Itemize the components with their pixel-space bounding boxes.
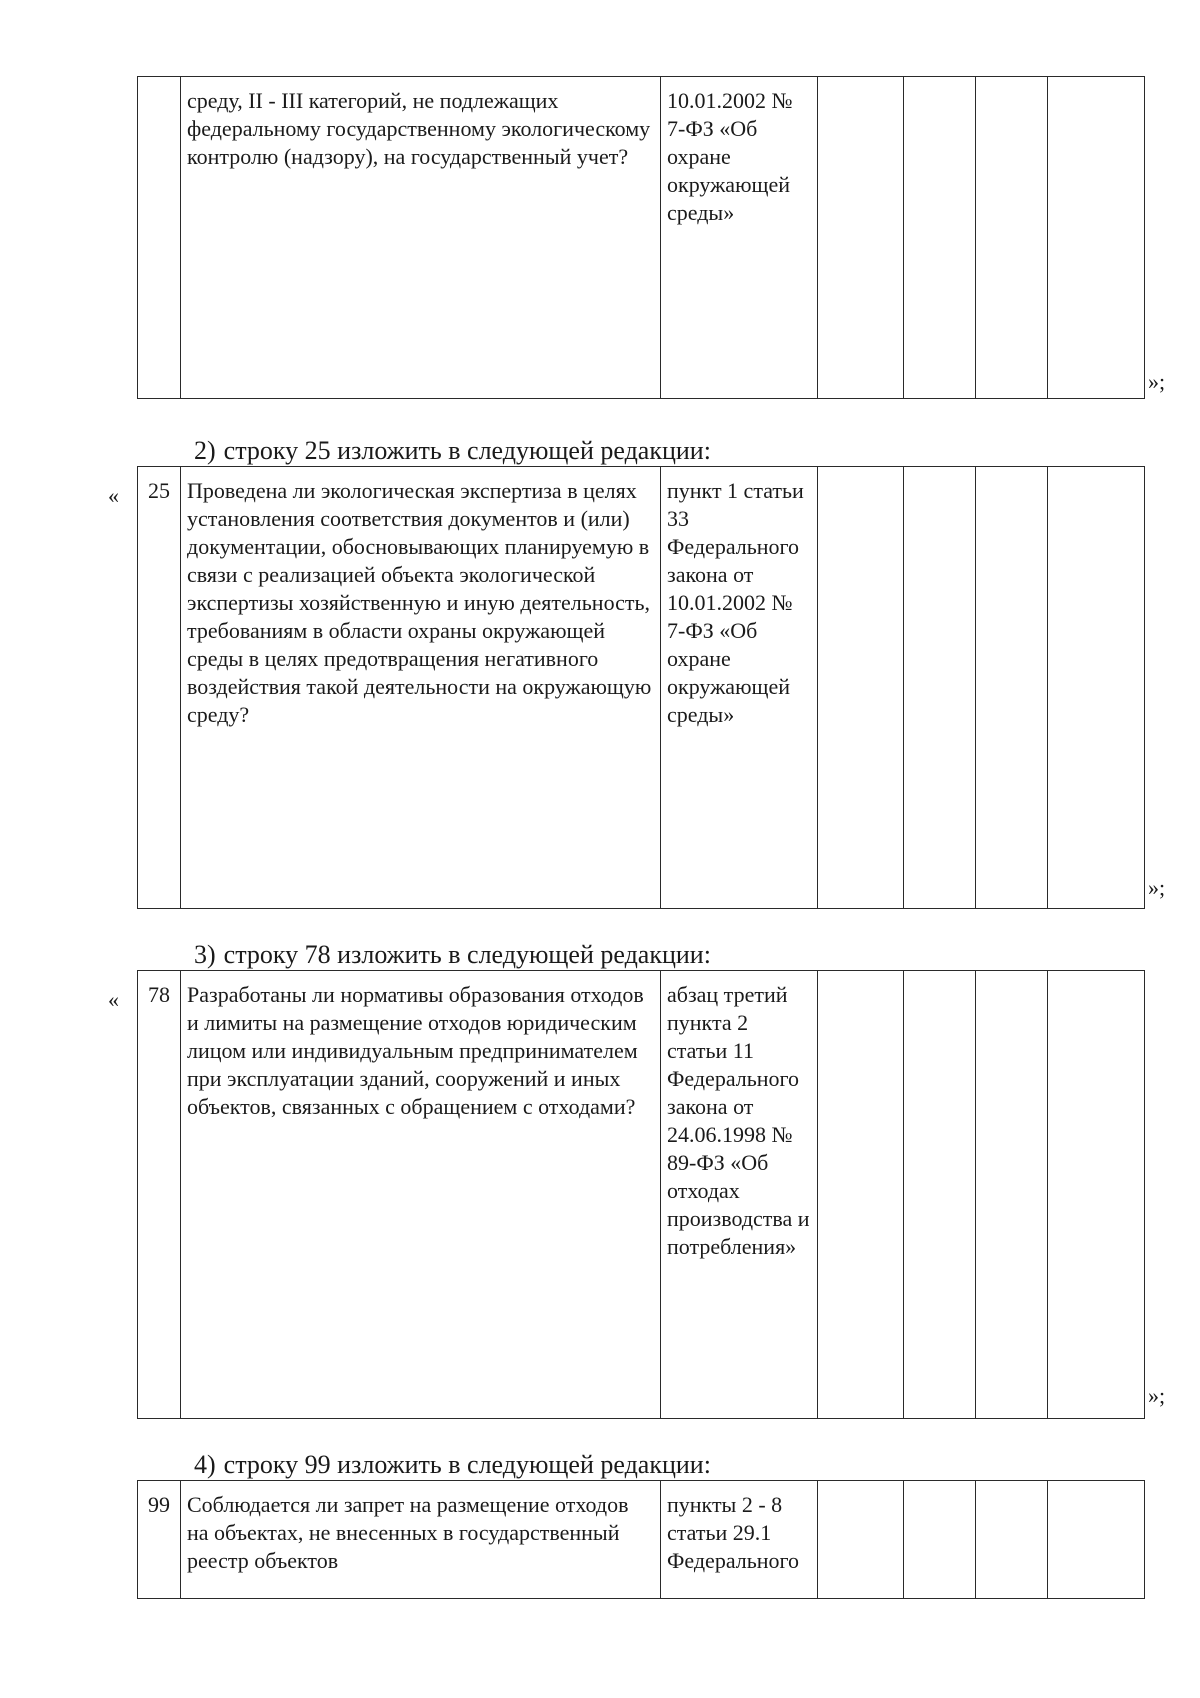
empty-cell [1048,467,1145,909]
checklist-table [137,970,1145,1419]
empty-cell [904,467,976,909]
closing-quote-mark: »; [1148,875,1166,900]
row-number-cell [138,77,181,399]
instruction-number: 2) [194,436,216,465]
instruction-text: строку 78 изложить в следующей редакции: [223,940,711,969]
legal-reference-cell: пункт 1 статьи 33 Федерального закона от 10.01.2002 № 7-ФЗ «Об охране окружающей среды» [661,467,818,909]
instruction-number: 4) [194,1450,216,1479]
checklist-table [137,1480,1145,1599]
legal-reference-cell: пункты 2 - 8 статьи 29.1 Федерального [661,1481,818,1599]
legal-reference-cell: абзац третий пункта 2 статьи 11 Федерального закона от 24.06.1998 № 89-ФЗ «Об отходах производства и потребления» [661,971,818,1419]
closing-quote-mark: »; [1148,1383,1166,1408]
requirement-question-cell: Соблюдается ли запрет на размещение отходов на объектах, не внесенных в государственный реестр объектов [181,1481,661,1599]
empty-cell [1048,1481,1145,1599]
checklist-table [137,76,1145,399]
requirement-question-cell: Разработаны ли нормативы образования отходов и лимиты на размещение отходов юридическим лицом или индивидуальным предпринимателем при эксплуатации зданий, сооружений и иных объектов, связанных с обращением с отходами? [181,971,661,1419]
row-number-cell: 25 [138,467,181,909]
amendment-instruction [194,436,711,466]
row-number-cell: 78 [138,971,181,1419]
opening-quote-mark: « [108,483,119,508]
empty-cell [904,971,976,1419]
legal-reference-cell: 10.01.2002 № 7-ФЗ «Об охране окружающей среды» [661,77,818,399]
amendment-instruction [194,940,711,970]
instruction-text: строку 25 изложить в следующей редакции: [223,436,711,465]
requirement-question-cell: среду, II - III категорий, не подлежащих федеральному государственному экологическому контролю (надзору), на государственный учет? [181,77,661,399]
empty-cell [976,971,1048,1419]
empty-cell [818,77,904,399]
empty-cell [904,77,976,399]
empty-cell [1048,77,1145,399]
table-row [138,77,1145,399]
table-row [138,467,1145,909]
empty-cell [976,467,1048,909]
empty-cell [976,1481,1048,1599]
checklist-table [137,466,1145,909]
table-row [138,971,1145,1419]
empty-cell [976,77,1048,399]
table-row [138,1481,1145,1599]
empty-cell [818,971,904,1419]
row-number-cell: 99 [138,1481,181,1599]
empty-cell [1048,971,1145,1419]
amendment-instruction [194,1450,711,1480]
empty-cell [904,1481,976,1599]
empty-cell [818,1481,904,1599]
instruction-number: 3) [194,940,216,969]
requirement-question-cell: Проведена ли экологическая экспертиза в целях установления соответствия документов и (или) документации, обосновывающих планируемую в связи с реализацией объекта экологической экспертизы хозяйственную и иную деятельность, требованиям в области охраны окружающей среды в целях предотвращения негативного воздействия такой деятельности на окружающую среду? [181,467,661,909]
instruction-text: строку 99 изложить в следующей редакции: [223,1450,711,1479]
empty-cell [818,467,904,909]
closing-quote-mark: »; [1148,369,1166,394]
opening-quote-mark: « [108,987,119,1012]
